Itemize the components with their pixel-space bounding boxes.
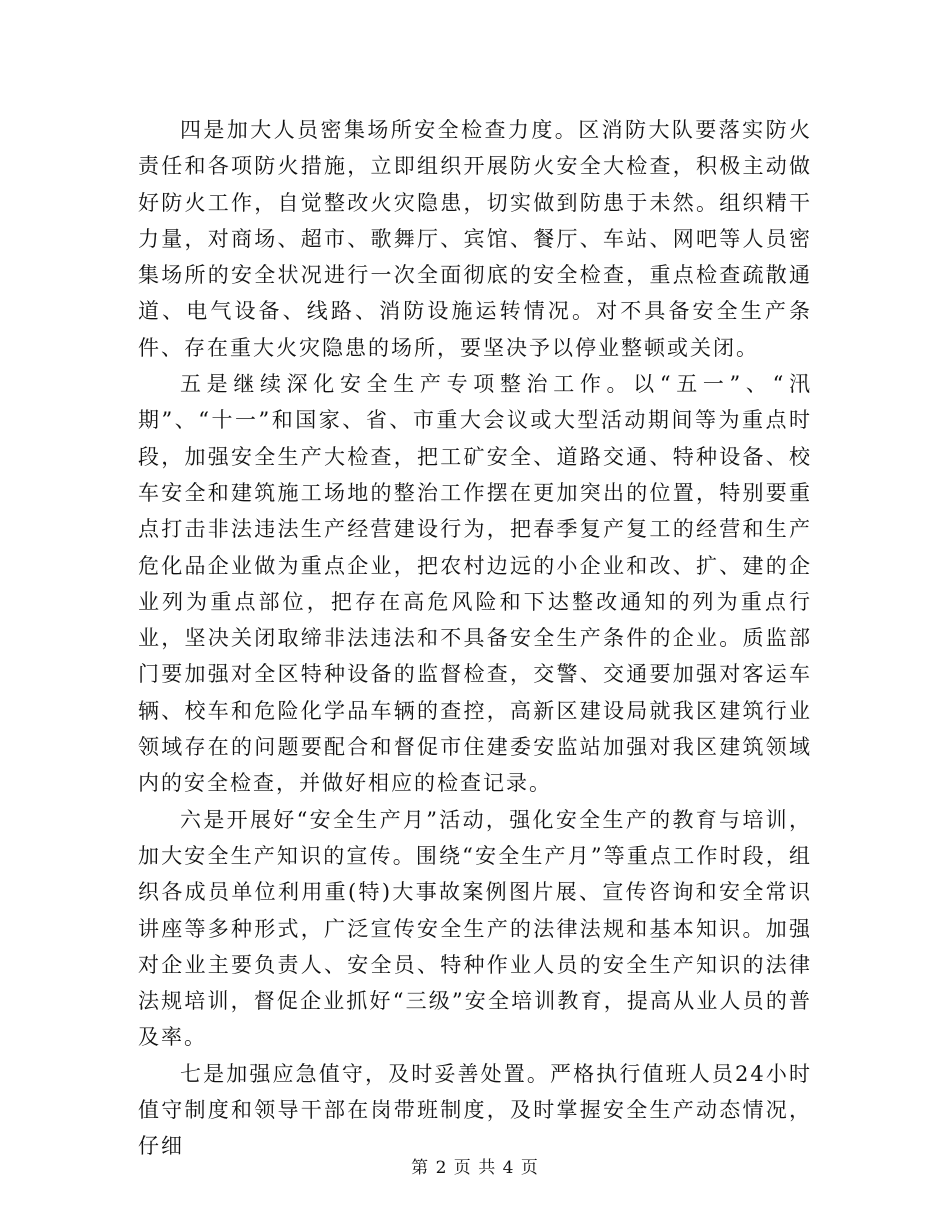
paragraph-seventh-item: 七是加强应急值守，及时妥善处置。严格执行值班人员24小时值守制度和领导干部在岗带班制度，及时掌握安全生产动态情况，仔细 xyxy=(138,1061,812,1159)
paragraph-fourth-item: 四是加大人员密集场所安全检查力度。区消防大队要落实防火责任和各项防火措施，立即组织开展防火安全大检查，积极主动做好防火工作，自觉整改火灾隐患，切实做到防患于未然。组织精干力量，对商场、超市、歌舞厅、宾馆、餐厅、车站、网吧等人员密集场所的安全状况进行一次全面彻底的安全检查，重点检查疏散通道、电气设备、线路、消防设施运转情况。对不具备安全生产条件、存在重大火灾隐患的场所，要坚决予以停业整顿或关闭。 xyxy=(138,118,812,360)
paragraph-sixth-item: 六是开展好“安全生产月”活动，强化安全生产的教育与培训，加大安全生产知识的宣传。围绕“安全生产月”等重点工作时段，组织各成员单位利用重(特)大事故案例图片展、宣传咨询和安全常识讲座等多种形式，广泛宣传安全生产的法律法规和基本知识。加强对企业主要负责人、安全员、特种作业人员的安全生产知识的法律法规培训，督促企业抓好“三级”安全培训教育，提高从业人员的普及率。 xyxy=(138,807,812,1050)
paragraph-fifth-item: 五是继续深化安全生产专项整治工作。以“五一”、“汛期”、“十一”和国家、省、市重大会议或大型活动期间等为重点时段，加强安全生产大检查，把工矿安全、道路交通、特种设备、校车安全和建筑施工场地的整治工作摆在更加突出的位置，特别要重点打击非法违法生产经营建设行为，把春季复产复工的经营和生产危化品企业做为重点企业，把农村边远的小企业和改、扩、建的企业列为重点部位，把存在高危风险和下达整改通知的列为重点行业，坚决关闭取缔非法违法和不具备安全生产条件的企业。质监部门要加强对全区特种设备的监督检查，交警、交通要加强对客运车辆、校车和危险化学品车辆的查控，高新区建设局就我区建筑行业领域存在的问题要配合和督促市住建委安监站加强对我区建筑领域内的安全检查，并做好相应的检查记录。 xyxy=(138,372,812,796)
page-number-footer: 第 2 页 共 4 页 xyxy=(411,1158,539,1178)
document-body xyxy=(138,112,812,1165)
